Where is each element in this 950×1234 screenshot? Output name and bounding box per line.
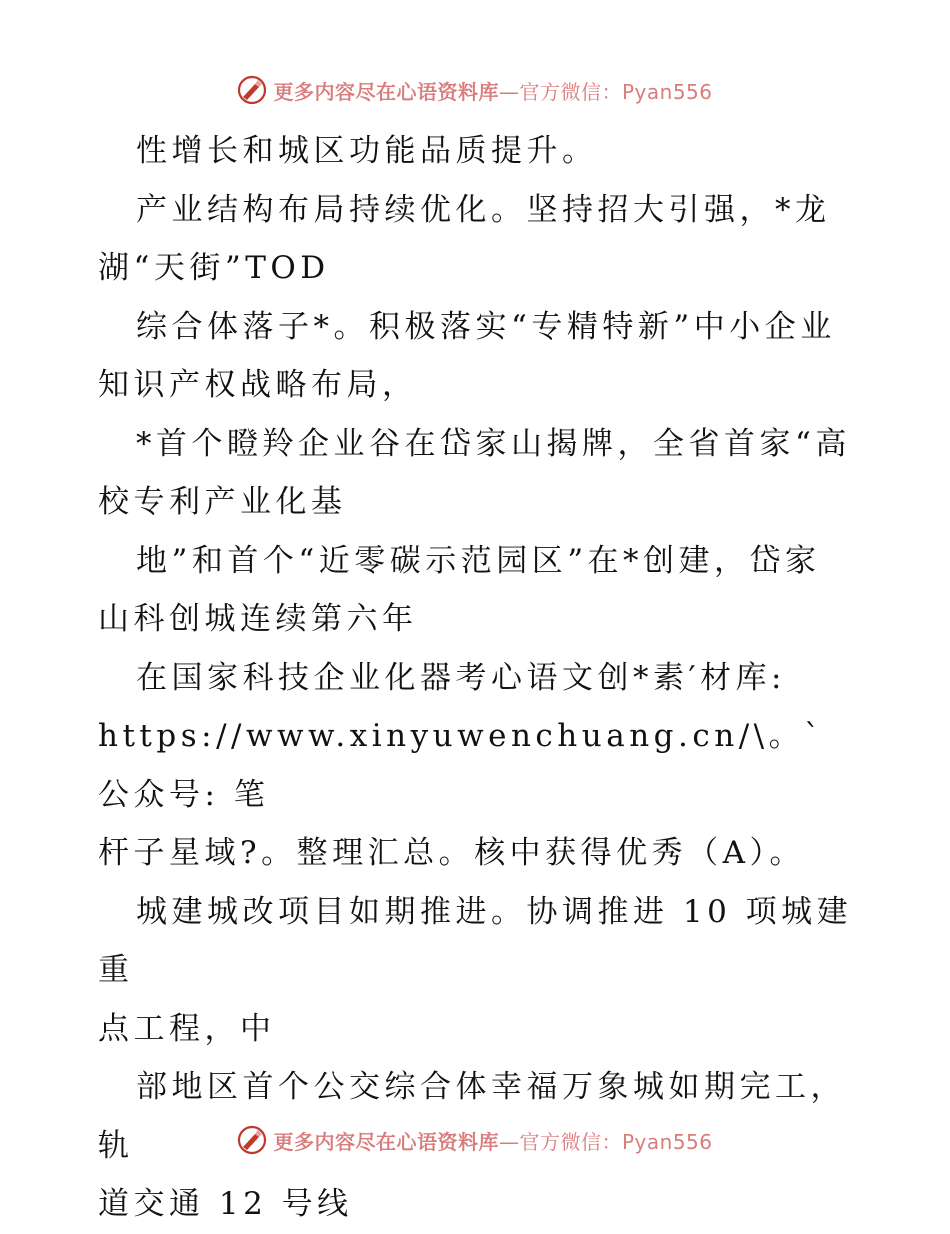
header-banner-title: 更多内容尽在心语资料库 bbox=[273, 79, 499, 104]
text-line: 地”和首个“近零碳示范园区”在*创建，岱家 bbox=[136, 542, 821, 579]
header-banner-text bbox=[273, 76, 712, 105]
text-line: 综合体落子*。积极落实“专精特新”中小企业 bbox=[136, 308, 836, 345]
text-line: 湖“天街”TOD bbox=[98, 250, 330, 286]
header-banner-official: 官方微信： bbox=[519, 79, 622, 104]
footer-banner-official: 官方微信： bbox=[519, 1129, 622, 1154]
text-line: https://www.xinyuwenchuang.cn/\。`公众号: 笔 bbox=[98, 718, 825, 813]
text-line: 山科创城连续第六年 bbox=[98, 601, 418, 637]
footer-banner-title: 更多内容尽在心语资料库 bbox=[273, 1129, 499, 1154]
text-line: 道交通 12 号线 bbox=[98, 1186, 353, 1222]
text-line: *首个瞪羚企业谷在岱家山揭牌，全省首家“高 bbox=[136, 425, 851, 462]
footer-banner-text bbox=[273, 1126, 712, 1155]
footer-banner-dash: — bbox=[498, 1129, 520, 1154]
header-banner bbox=[0, 70, 950, 110]
text-line: 在国家科技企业化器考心语文创*素′材库: bbox=[136, 659, 786, 696]
footer-banner bbox=[0, 1120, 950, 1160]
text-line: 部地区首个公交综合体幸福万象城如期完工，轨 bbox=[98, 1069, 846, 1164]
header-banner-id: Pyan556 bbox=[621, 79, 713, 104]
text-line: 校专利产业化基 bbox=[98, 484, 347, 520]
footer-banner-id: Pyan556 bbox=[621, 1129, 713, 1154]
text-line: 知识产权战略布局， bbox=[98, 367, 418, 403]
text-line: 杆子星域?。整理汇总。核中获得优秀（A）。 bbox=[98, 835, 806, 871]
text-line: 性增长和城区功能品质提升。 bbox=[136, 133, 598, 169]
document-body bbox=[98, 122, 858, 1234]
text-line: 产业结构布局持续优化。坚持招大引强，*龙 bbox=[136, 191, 831, 228]
text-line: 点工程，中 bbox=[98, 1010, 276, 1047]
header-banner-dash: — bbox=[498, 79, 520, 104]
pen-logo-icon bbox=[237, 1125, 267, 1155]
text-line: 城建城改项目如期推进。协调推进 10 项城建重 bbox=[98, 893, 853, 988]
pen-logo-icon bbox=[237, 75, 267, 105]
